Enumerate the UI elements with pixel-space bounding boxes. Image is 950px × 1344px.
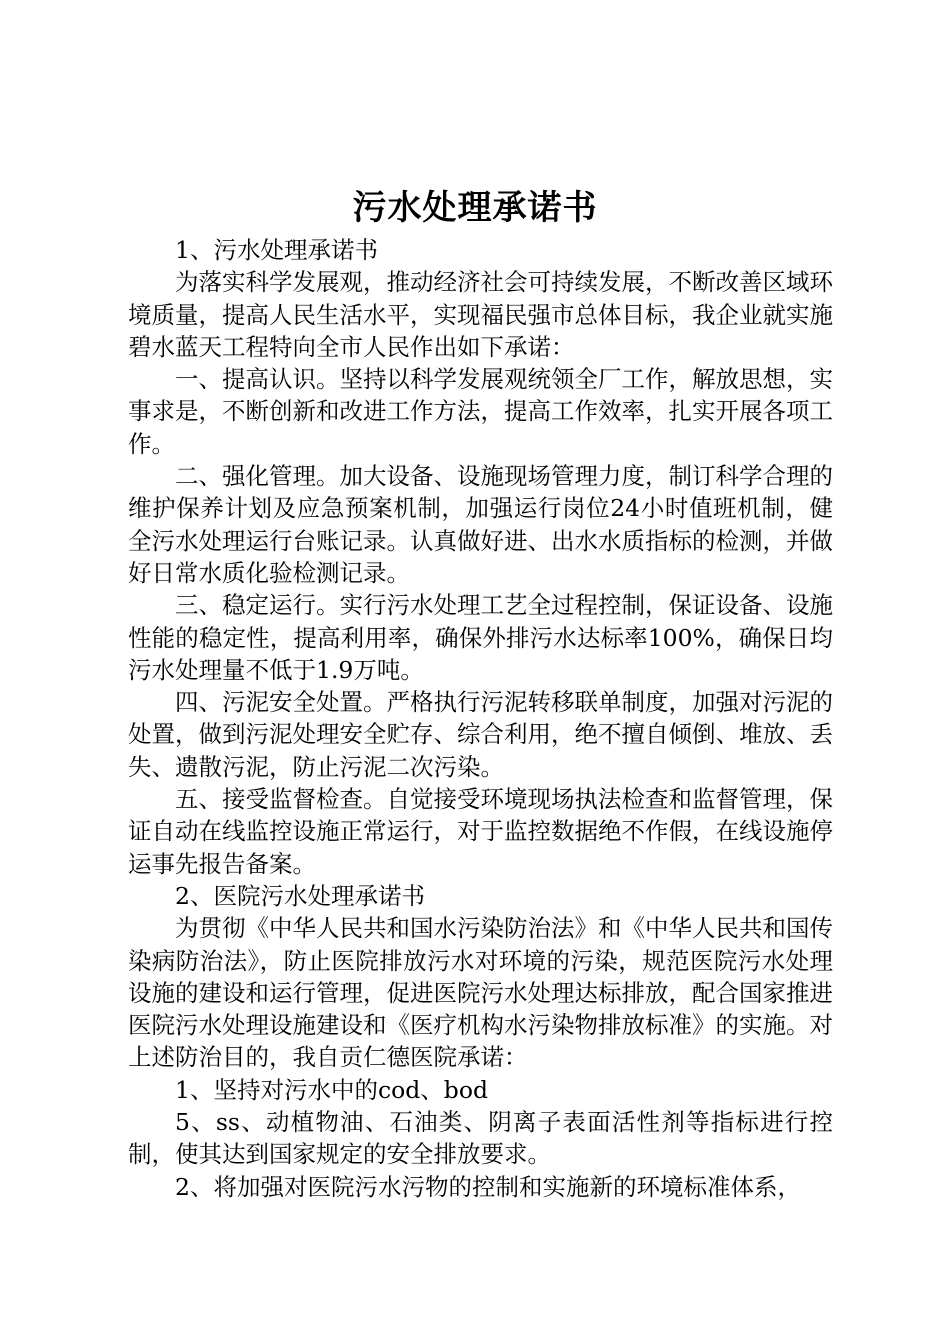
paragraph-item-4: 四、污泥安全处置。严格执行污泥转移联单制度，加强对污泥的处置，做到污泥处理安全贮存、综合利用，绝不擅自倾倒、堆放、丢失、遗散污泥，防止污泥二次污染。 <box>128 688 833 781</box>
paragraph-hospital-item-2: 2、将加强对医院污水污物的控制和实施新的环境标准体系， <box>175 1172 801 1201</box>
paragraph-hospital-item-1-cont: 5、ss、动植物油、石油类、阴离子表面活性剂等指标进行控制，使其达到国家规定的安全排放要求。 <box>128 1108 833 1169</box>
paragraph-hospital-intro: 为贯彻《中华人民共和国水污染防治法》和《中华人民共和国传染病防治法》，防止医院排放污水对环境的污染，规范医院污水处理设施的建设和运行管理，促进医院污水处理达标排放，配合国家推进医院污水处理设施建设和《医疗机构水污染物排放标准》的实施。对上述防治目的，我自贡仁德医院承诺： <box>128 914 833 1072</box>
document-title: 污水处理承诺书 <box>352 188 598 228</box>
paragraph-item-2: 二、强化管理。加大设备、设施现场管理力度，制订科学合理的维护保养计划及应急预案机制，加强运行岗位24小时值班机制，健全污水处理运行台账记录。认真做好进、出水水质指标的检测，并做好日常水质化验检测记录。 <box>128 462 833 587</box>
paragraph-item-3: 三、稳定运行。实行污水处理工艺全过程控制，保证设备、设施性能的稳定性，提高利用率，确保外排污水达标率100%，确保日均污水处理量不低于1.9万吨。 <box>128 591 833 684</box>
paragraph-item-5: 五、接受监督检查。自觉接受环境现场执法检查和监督管理，保证自动在线监控设施正常运行，对于监控数据绝不作假，在线设施停运事先报告备案。 <box>128 785 833 878</box>
paragraph-item-1: 一、提高认识。坚持以科学发展观统领全厂工作，解放思想，实事求是，不断创新和改进工作方法，提高工作效率，扎实开展各项工作。 <box>128 365 833 458</box>
paragraph-section-2-heading: 2、医院污水处理承诺书 <box>175 881 425 910</box>
document-body <box>128 234 833 1203</box>
paragraph-intro: 为落实科学发展观，推动经济社会可持续发展，不断改善区域环境质量，提高人民生活水平，实现福民强市总体目标，我企业就实施碧水蓝天工程特向全市人民作出如下承诺： <box>128 268 833 361</box>
paragraph-section-1-heading: 1、污水处理承诺书 <box>175 236 378 264</box>
paragraph-hospital-item-1: 1、坚持对污水中的cod、bod <box>175 1075 489 1104</box>
